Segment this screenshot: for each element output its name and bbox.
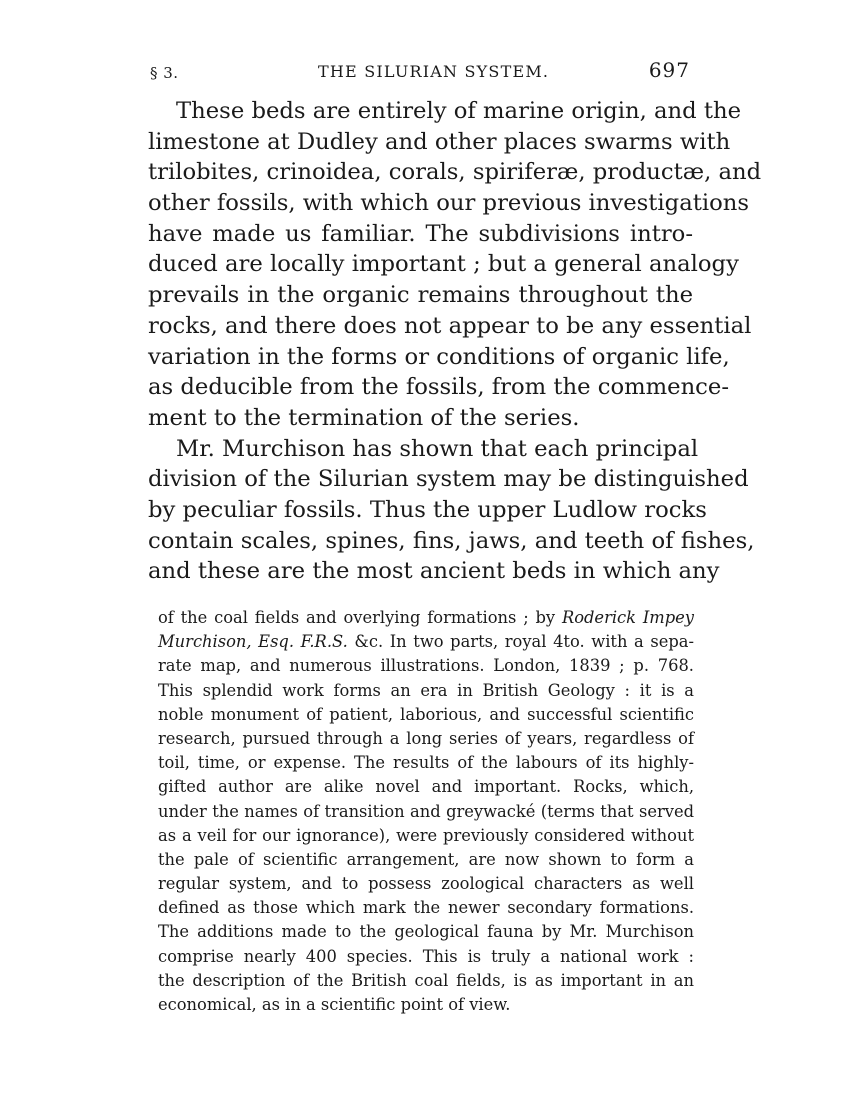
paragraph-1-line: have made us familiar. The subdivisions intro-: [148, 220, 693, 247]
footnote-line: regular system, and to possess zoological characters as well: [158, 874, 694, 894]
paragraph-1-line: as deducible from the fossils, from the commence-: [148, 374, 729, 401]
footnote-text: &c. In two parts, royal 4to. with a sepa-: [354, 632, 694, 652]
footnote-text: of the coal fields and overlying formations ; by: [158, 608, 556, 627]
footnote-line: comprise nearly 400 species. This is truly a national work :: [158, 946, 694, 966]
footnote-author-name: Roderick Impey: [561, 608, 694, 627]
footnote-line: research, pursued through a long series of years, regardless of: [158, 728, 694, 748]
running-title: THE SILURIAN SYSTEM.: [318, 62, 550, 81]
footnote: [158, 606, 694, 1017]
footnote-line: the description of the British coal fields, is as important in an: [158, 970, 694, 990]
footnote-line: This splendid work forms an era in British Geology : it is a: [158, 680, 694, 700]
footnote-line: [158, 606, 694, 630]
paragraph-2-line: Mr. Murchison has shown that each principal: [176, 435, 699, 462]
paragraph-2-line: division of the Silurian system may be distinguished: [148, 466, 749, 493]
paragraph-1-line: prevails in the organic remains throughout the: [148, 282, 693, 309]
paragraph-1-line: ment to the termination of the series.: [148, 404, 580, 431]
footnote-line: economical, as in a scientific point of view.: [158, 995, 511, 1014]
paragraph-2-line: contain scales, spines, fins, jaws, and teeth of fishes,: [148, 527, 755, 554]
paragraph-1-line: rocks, and there does not appear to be any essential: [148, 312, 752, 339]
footnote-line: toil, time, or expense. The results of the labours of its highly-: [158, 753, 694, 773]
paragraph-2-line: by peculiar fossils. Thus the upper Ludlow rocks: [148, 496, 707, 523]
page-number: 697: [648, 58, 690, 82]
paragraph-1-line: limestone at Dudley and other places swarms with: [148, 128, 731, 155]
paragraph-1-line: trilobites, crinoidea, corals, spiriferæ, productæ, and: [148, 159, 762, 186]
footnote-author-name: Murchison, Esq. F.R.S.: [158, 632, 348, 652]
footnote-line: the pale of scientific arrangement, are now shown to form a: [158, 849, 694, 869]
footnote-line: gifted author are alike novel and important. Rocks, which,: [158, 777, 694, 797]
footnote-line: noble monument of patient, laborious, and successful scientific: [158, 704, 694, 724]
footnote-line: [158, 630, 694, 654]
paragraph-1-line: variation in the forms or conditions of organic life,: [148, 343, 730, 370]
paragraph-1-line: duced are locally important ; but a general analogy: [148, 251, 739, 278]
footnote-line: as a veil for our ignorance), were previously considered without: [158, 825, 694, 845]
footnote-line: The additions made to the geological fauna by Mr. Murchison: [158, 922, 694, 942]
paragraph-1-line: other fossils, with which our previous investigations: [148, 190, 750, 217]
section-marker: § 3.: [150, 64, 179, 82]
footnote-line: rate map, and numerous illustrations. London, 1839 ; p. 768.: [158, 656, 694, 676]
paragraph-2-line: and these are the most ancient beds in which any: [148, 558, 720, 585]
footnote-line: under the names of transition and greywacké (terms that served: [158, 801, 694, 821]
running-head: [150, 58, 694, 90]
footnote-line: defined as those which mark the newer secondary formations.: [158, 898, 694, 918]
main-text: [148, 96, 762, 587]
paragraph-1-line: These beds are entirely of marine origin, and the: [176, 98, 742, 124]
